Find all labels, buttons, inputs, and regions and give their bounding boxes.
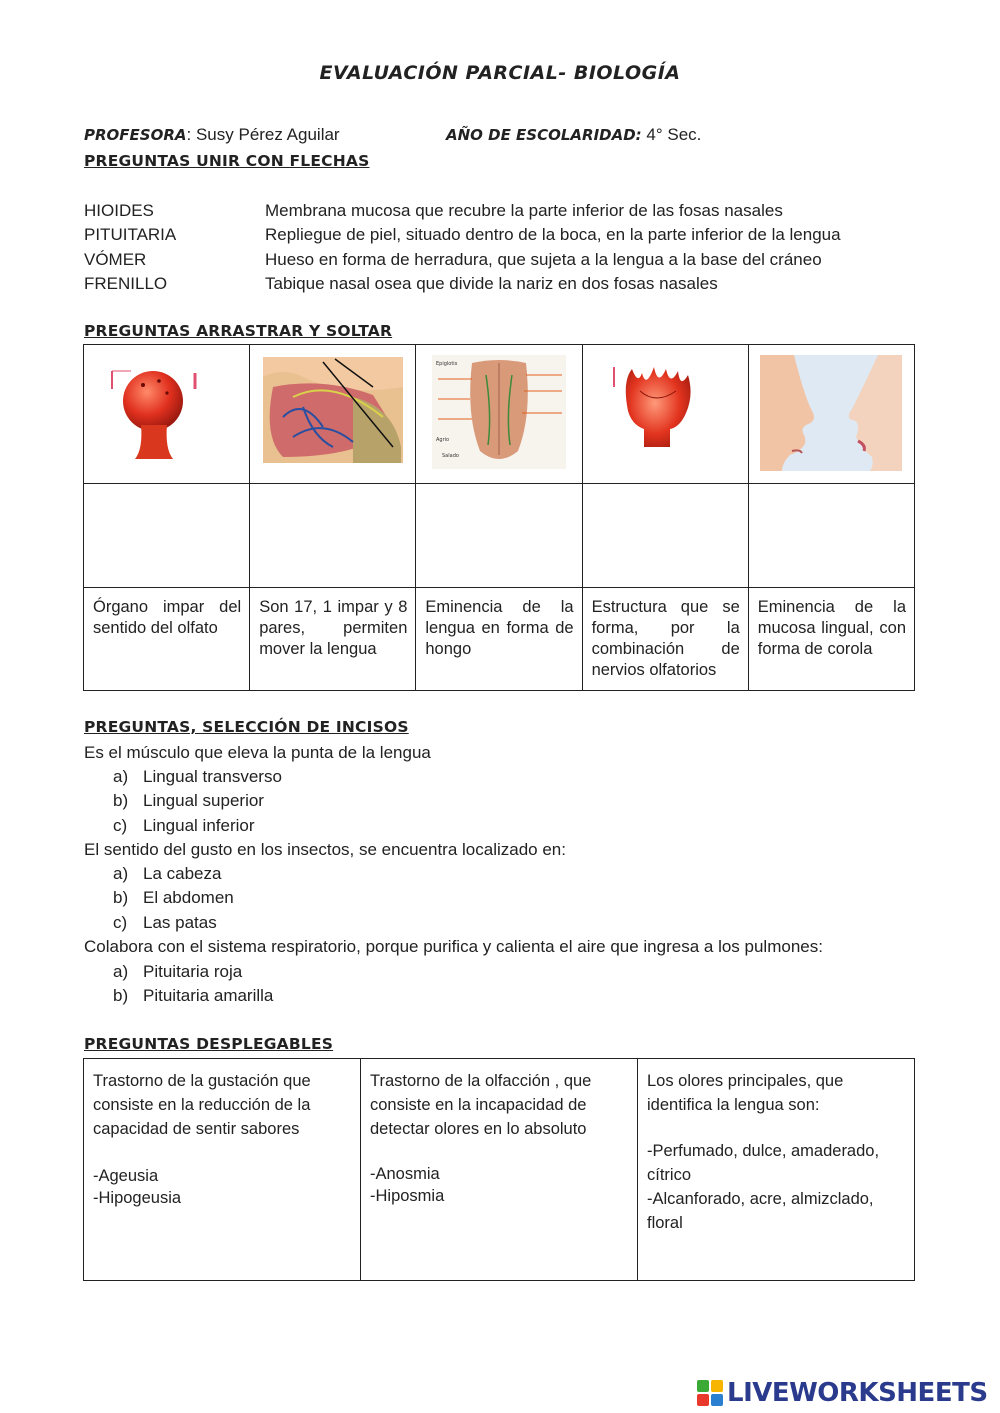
- answer-option[interactable]: [113, 767, 282, 787]
- svg-text:Salado: Salado: [441, 453, 459, 459]
- logo-square-icon: [711, 1394, 723, 1406]
- description-cell: [582, 588, 748, 691]
- option-text: Lingual inferior: [143, 816, 255, 835]
- image-cell: [416, 345, 582, 484]
- drag-drop-table: [83, 344, 915, 691]
- answer-option[interactable]: [113, 791, 264, 811]
- option-letter: c): [113, 913, 128, 932]
- answer-option[interactable]: [113, 816, 255, 836]
- description-text: Son 17, 1 impar y 8 pares, permiten mover la lengua: [259, 598, 408, 658]
- answer-option[interactable]: [113, 913, 217, 933]
- match-definition[interactable]: Membrana mucosa que recubre la parte inferior de las fosas nasales: [265, 201, 783, 220]
- match-definition[interactable]: Tabique nasal osea que divide la nariz en dos fosas nasales: [265, 274, 718, 293]
- description-text: Eminencia de la lengua en forma de hongo: [425, 598, 574, 658]
- dropdown-options[interactable]: [647, 1139, 906, 1235]
- description-cell: [84, 588, 250, 691]
- answer-option[interactable]: [113, 962, 242, 982]
- dropdown-cell: [638, 1059, 915, 1281]
- description-cell: [250, 588, 416, 691]
- svg-text:Epiglotis: Epiglotis: [435, 361, 458, 367]
- liveworksheets-logo: [697, 1376, 988, 1410]
- match-term[interactable]: VÓMER: [84, 250, 147, 269]
- dropdown-options[interactable]: [93, 1165, 352, 1209]
- description-row: [84, 588, 915, 691]
- description-text: Órgano impar del sentido del olfato: [93, 598, 242, 637]
- drag-heading: PREGUNTAS ARRASTRAR Y SOLTAR: [84, 322, 393, 340]
- option-text: La cabeza: [143, 864, 222, 883]
- teacher-line: [84, 125, 340, 145]
- dropdown-option[interactable]: -Ageusia: [93, 1167, 159, 1185]
- dropdown-prompt: Trastorno de la olfacción , que consiste en la incapacidad de detectar olores en lo absoluto: [370, 1072, 592, 1138]
- dropdown-option[interactable]: -Alcanforado, acre, almizclado, floral: [647, 1190, 874, 1232]
- tongue-map-image[interactable]: [432, 355, 566, 469]
- logo-square-icon: [697, 1380, 709, 1392]
- svg-text:Agrio: Agrio: [435, 437, 450, 443]
- logo-square-icon: [711, 1380, 723, 1392]
- option-text: El abdomen: [143, 888, 234, 907]
- drop-zone[interactable]: [748, 484, 914, 588]
- image-cell: [84, 345, 250, 484]
- fungiform-papilla-image[interactable]: [107, 363, 227, 463]
- description-cell: [416, 588, 582, 691]
- drop-zone[interactable]: [416, 484, 582, 588]
- dropdown-prompt: Trastorno de la gustación que consiste en la reducción de la capacidad de sentir sabores: [93, 1072, 311, 1138]
- teacher-value: : Susy Pérez Aguilar: [186, 125, 340, 144]
- image-cell: [748, 345, 914, 484]
- foliate-papilla-image[interactable]: [610, 361, 720, 461]
- option-text: Lingual transverso: [143, 767, 282, 786]
- logo-square-icon: [697, 1394, 709, 1406]
- option-text: Pituitaria amarilla: [143, 986, 274, 1005]
- option-letter: b): [113, 791, 129, 810]
- answer-option[interactable]: [113, 864, 221, 884]
- match-term[interactable]: PITUITARIA: [84, 225, 177, 244]
- option-text: Las patas: [143, 913, 217, 932]
- image-row: [84, 345, 915, 484]
- dropdown-table: [83, 1058, 915, 1281]
- grade-label: AÑO DE ESCOLARIDAD:: [446, 126, 642, 144]
- logo-mark-icon: [697, 1380, 723, 1406]
- match-heading: PREGUNTAS UNIR CON FLECHAS: [84, 152, 370, 170]
- selection-heading: PREGUNTAS, SELECCIÓN DE INCISOS: [84, 718, 409, 736]
- dropdown-option[interactable]: -Hiposmia: [370, 1187, 445, 1205]
- question-stem: Es el músculo que eleva la punta de la lengua: [84, 743, 431, 762]
- match-definition[interactable]: Hueso en forma de herradura, que sujeta a la lengua a la base del cráneo: [265, 250, 822, 269]
- description-cell: [748, 588, 914, 691]
- answer-option[interactable]: [113, 888, 234, 908]
- dropdown-heading: PREGUNTAS DESPLEGABLES: [84, 1035, 334, 1053]
- dropdown-options[interactable]: [370, 1163, 629, 1207]
- option-letter: b): [113, 888, 129, 907]
- drop-row: [84, 484, 915, 588]
- match-definition[interactable]: Repliegue de piel, situado dentro de la boca, en la parte inferior de la lengua: [265, 225, 841, 244]
- drop-zone[interactable]: [84, 484, 250, 588]
- dropdown-cell: [84, 1059, 361, 1281]
- option-letter: a): [113, 767, 129, 786]
- option-letter: a): [113, 864, 129, 883]
- option-letter: b): [113, 986, 129, 1005]
- nose-profiles-image[interactable]: [760, 355, 902, 471]
- teacher-label: PROFESORA: [84, 126, 187, 144]
- match-term[interactable]: HIOIDES: [84, 201, 154, 220]
- option-text: Lingual superior: [143, 791, 264, 810]
- drop-zone[interactable]: [250, 484, 416, 588]
- option-letter: a): [113, 962, 129, 981]
- description-text: Eminencia de la mucosa lingual, con forma de corola: [757, 598, 906, 658]
- description-text: Estructura que se forma, por la combinación de nervios olfatorios: [591, 598, 740, 679]
- dropdown-cell: [361, 1059, 638, 1281]
- logo-text: LIVEWORKSHEETS: [727, 1378, 988, 1408]
- drop-zone[interactable]: [582, 484, 748, 588]
- option-text: Pituitaria roja: [143, 962, 243, 981]
- question-stem: El sentido del gusto en los insectos, se encuentra localizado en:: [84, 840, 566, 859]
- dropdown-option[interactable]: -Perfumado, dulce, amaderado, cítrico: [647, 1142, 880, 1184]
- tongue-nerves-image[interactable]: [263, 357, 403, 463]
- image-cell: [250, 345, 416, 484]
- match-term[interactable]: FRENILLO: [84, 274, 168, 293]
- option-letter: c): [113, 816, 128, 835]
- dropdown-prompt: Los olores principales, que identifica la lengua son:: [647, 1072, 844, 1114]
- dropdown-option[interactable]: -Hipogeusia: [93, 1189, 182, 1207]
- image-cell: [582, 345, 748, 484]
- page-title: EVALUACIÓN PARCIAL- BIOLOGÍA: [319, 62, 681, 84]
- question-stem: Colabora con el sistema respiratorio, porque purifica y calienta el aire que ingresa a los pulmones:: [84, 937, 823, 956]
- dropdown-option[interactable]: -Anosmia: [370, 1165, 440, 1183]
- grade-line: [446, 125, 701, 145]
- grade-value: 4° Sec.: [641, 125, 702, 144]
- answer-option[interactable]: [113, 986, 273, 1006]
